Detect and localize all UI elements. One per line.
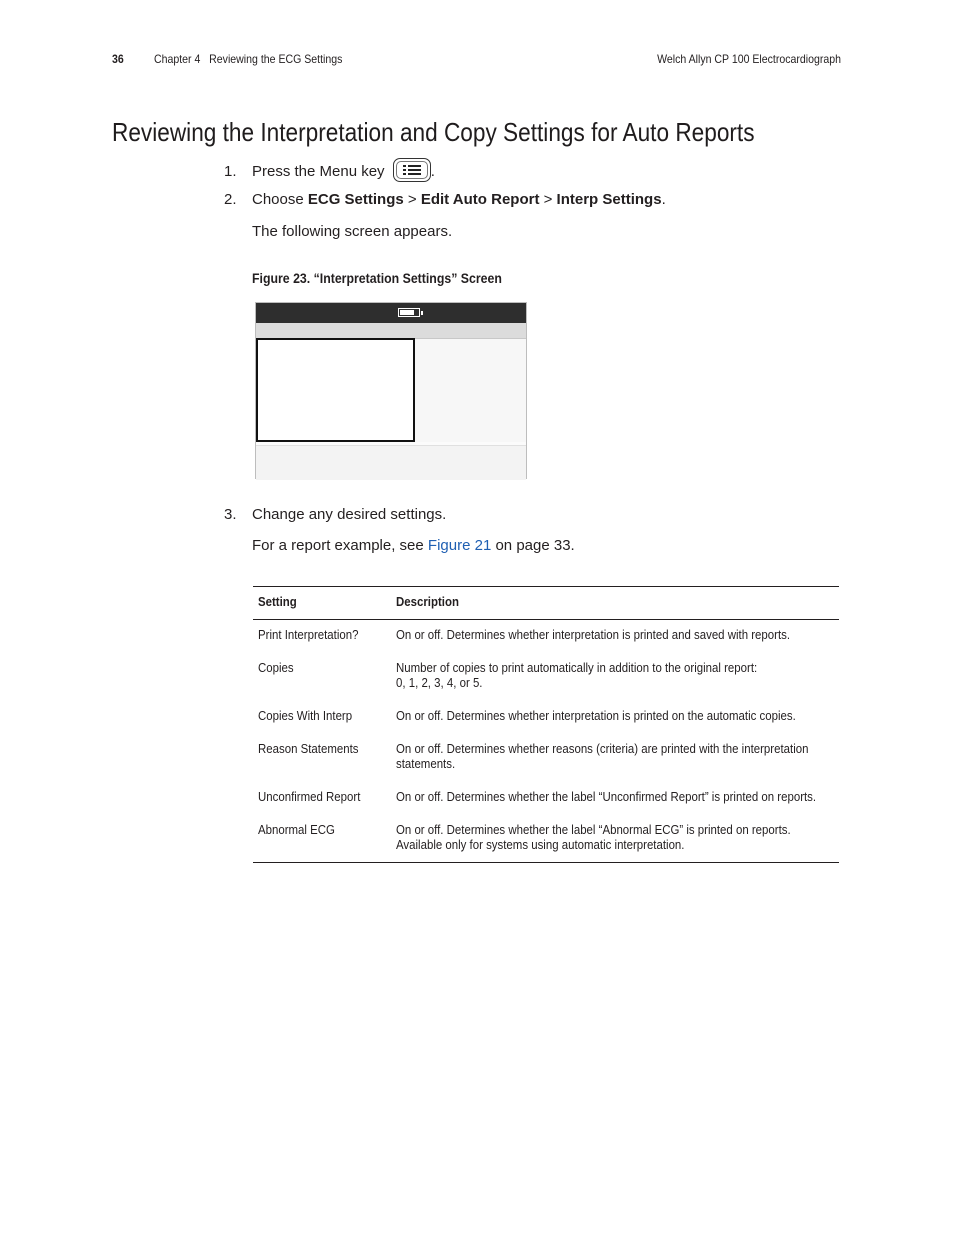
description-cell: On or off. Determines whether the label “Unconfirmed Report” is printed on reports. (396, 789, 817, 804)
step-text-end: . (430, 162, 435, 180)
table-body (253, 620, 839, 862)
column-header-setting: Setting (258, 594, 297, 609)
step-number: 3. (224, 506, 237, 523)
page-number: 36 (112, 52, 124, 66)
settings-table (253, 586, 839, 863)
step-2-note: The following screen appears. (252, 223, 453, 240)
product-name: Welch Allyn CP 100 Electrocardiograph (657, 52, 841, 66)
screen-settings-menu (256, 338, 415, 442)
step-text: Press the Menu key (252, 162, 385, 180)
description-cell-line-2: 0, 1, 2, 3, 4, or 5. (396, 675, 483, 690)
setting-cell: Reason Statements (258, 741, 359, 756)
step-number: 2. (224, 191, 237, 208)
description-cell: On or off. Determines whether interpretation is printed on the automatic copies. (396, 708, 796, 723)
screen-softkey-bar (256, 445, 526, 480)
section-title: Reviewing the Interpretation and Copy Settings for Auto Reports (112, 117, 755, 147)
note-text-end: on page 33. (495, 537, 575, 554)
step-text: Change any desired settings. (252, 506, 447, 523)
battery-tip (421, 311, 423, 315)
screen-title-bar (256, 323, 526, 339)
step-text-end: . (661, 191, 666, 208)
step-1 (224, 160, 435, 184)
step-2 (224, 191, 666, 208)
setting-cell: Unconfirmed Report (258, 789, 361, 804)
menu-path-edit-auto-report: Edit Auto Report (420, 191, 540, 208)
step-3-note (252, 537, 575, 554)
table-header (253, 587, 839, 620)
setting-cell: Print Interpretation? (258, 627, 359, 642)
menu-key-icon (393, 158, 431, 182)
description-cell: On or off. Determines whether interpretation is printed and saved with reports. (396, 627, 791, 642)
chapter-heading: Chapter 4 Reviewing the ECG Settings (154, 52, 343, 66)
battery-icon (398, 308, 420, 317)
menu-path-ecg-settings: ECG Settings (307, 191, 404, 208)
step-number: 1. (224, 162, 237, 180)
screen-status-bar (256, 303, 526, 323)
menu-path-separator: > (407, 191, 417, 208)
step-3 (224, 506, 446, 523)
description-cell-line-2: statements. (396, 756, 456, 771)
description-cell: Number of copies to print automatically in addition to the original report: (396, 660, 758, 675)
menu-path-interp-settings: Interp Settings (556, 191, 662, 208)
step-text: Choose (252, 191, 304, 208)
column-header-description: Description (396, 594, 459, 609)
interpretation-settings-screen (255, 302, 527, 479)
note-text: For a report example, see (252, 537, 424, 554)
setting-cell: Copies With Interp (258, 708, 353, 723)
menu-path-separator: > (543, 191, 553, 208)
screen-right-panel (415, 339, 526, 442)
setting-cell: Copies (258, 660, 294, 675)
description-cell: On or off. Determines whether the label “Abnormal ECG” is printed on reports. (396, 822, 791, 837)
figure-caption: Figure 23. “Interpretation Settings” Screen (252, 270, 502, 286)
figure-21-link[interactable]: Figure 21 (427, 537, 492, 554)
setting-cell: Abnormal ECG (258, 822, 335, 837)
description-cell-line-2: Available only for systems using automatic interpretation. (396, 837, 685, 852)
description-cell: On or off. Determines whether reasons (criteria) are printed with the interpretation (396, 741, 809, 756)
battery-level (400, 310, 414, 315)
